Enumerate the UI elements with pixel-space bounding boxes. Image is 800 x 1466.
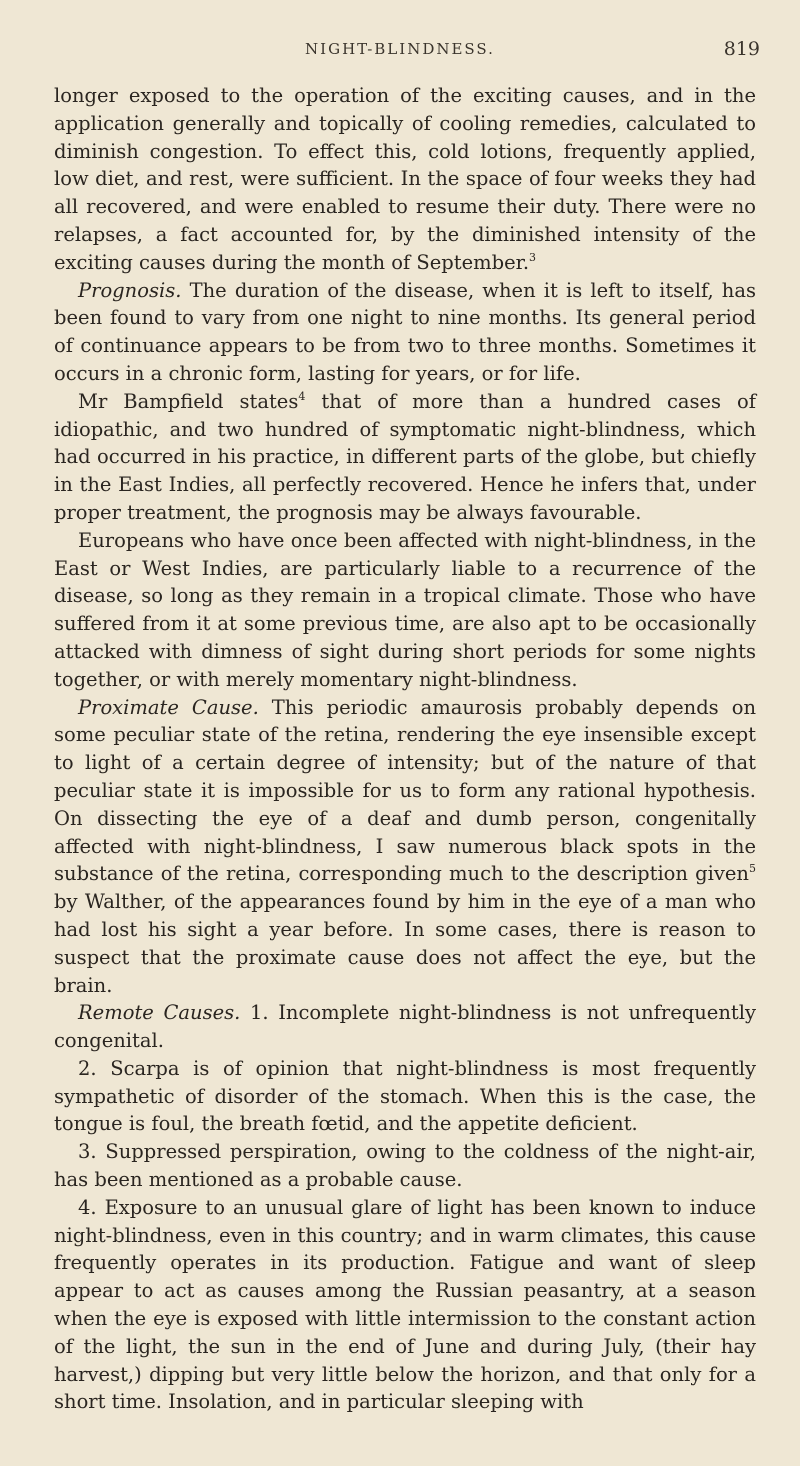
footnote-ref: 3 [529, 250, 537, 264]
paragraph [54, 1194, 756, 1416]
paragraph [54, 82, 756, 277]
paragraph-text: 1. Incomplete night-blindness is not unfrequently congenital. [54, 1001, 756, 1053]
paragraph-text: 4. Exposure to an unusual glare of light has been known to induce night-blindness, even in this country; and in warm climates, this cause frequently operates in its production. Fatigue and want of sleep appear to act as causes among the Russian peasantry, at a season when the eye is exposed with little intermission to the constant action of the light, the sun in the end of June and during July, (their hay harvest,) dipping but very little below the horizon, and that only for a short time. Insolation, and in particular sleeping with [54, 1195, 756, 1414]
footnote-ref: 5 [749, 862, 756, 876]
paragraph-text: longer exposed to the operation of the exciting causes, and in the application generally and topically of cooling remedies, calculated to diminish congestion. To effect this, cold lotions, frequently applied, low diet, and rest, were sufficient. In the space of four weeks they had all recovered, and were enabled to resume their duty. There were no relapses, a fact accounted for, by the diminished intensity of the exciting causes during the month of September. [54, 84, 756, 274]
running-title: NIGHT-BLINDNESS. [305, 40, 495, 58]
section-heading: Proximate Cause. [78, 695, 259, 719]
paragraph [54, 277, 756, 388]
body-text [54, 82, 756, 1416]
paragraph [54, 1138, 756, 1194]
paragraph-text: 3. Suppressed perspiration, owing to the coldness of the night-air, has been mentioned as a probable cause. [54, 1140, 756, 1192]
paragraph [54, 694, 756, 1000]
paragraph [54, 388, 756, 527]
footnote-ref: 4 [298, 389, 306, 403]
paragraph-text: The duration of the disease, when it is left to itself, has been found to vary from one night to nine months. Its general period of continuance appears to be from two to three months. Sometimes it occurs in a chronic form, lasting for years, or for life. [54, 278, 756, 385]
section-heading: Remote Causes. [78, 1001, 241, 1025]
paragraph-text: 2. Scarpa is of opinion that night-blindness is most frequently sympathetic of disorder of the stomach. When this is the case, the tongue is foul, the breath fœtid, and the appetite deficient. [54, 1056, 756, 1136]
paragraph-text: by Walther, of the appearances found by him in the eye of a man who had lost his sight a year before. In some cases, there is reason to suspect that the proximate cause does not affect the eye, but the brain. [54, 890, 756, 997]
paragraph [54, 999, 756, 1055]
page-number: 819 [723, 38, 760, 60]
section-heading: Prognosis. [78, 278, 182, 302]
paragraph [54, 1055, 756, 1138]
paragraph [54, 527, 756, 694]
paragraph-text: Europeans who have once been affected with night-blindness, in the East or West Indies, are particularly liable to a recurrence of the disease, so long as they remain in a tropical climate. Those who have suffered from it at some previous time, are also apt to be occasionally attacked with dimness of sight during short periods for some nights together, or with merely momentary night-blindness. [54, 528, 756, 691]
paragraph-text: that of more than a hundred cases of idiopathic, and two hundred of symptomatic night-blindness, which had occurred in his practice, in different parts of the globe, but chiefly in the East Indies, all perfectly recovered. Hence he infers that, under proper treatment, the prognosis may be always favourable. [54, 389, 757, 524]
paragraph-text: Mr Bampfield states [78, 389, 299, 413]
running-head [0, 40, 800, 70]
paragraph-text: This periodic amaurosis probably depends on some peculiar state of the retina, rendering the eye insensible except to light of a certain degree of intensity; but of the nature of that peculiar state it is impossible for us to form any rational hypothesis. On dissecting the eye of a deaf and dumb person, congenitally affected with night-blindness, I saw numerous black spots in the substance of the retina, corresponding much to the description given [54, 695, 756, 886]
